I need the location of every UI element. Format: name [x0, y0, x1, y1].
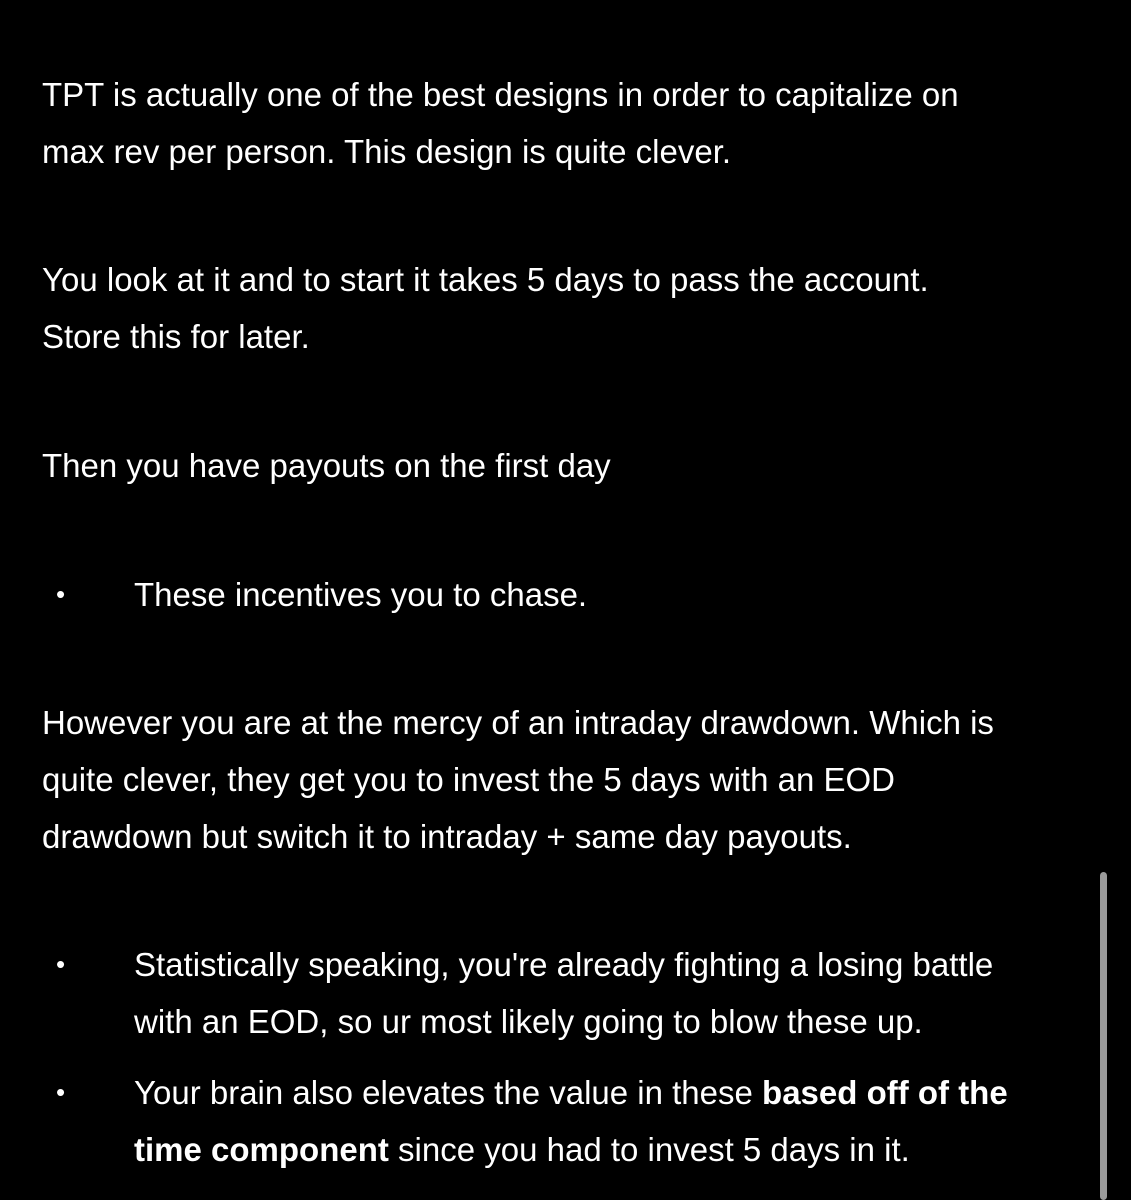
- bullet-icon: •: [56, 949, 66, 979]
- text-line: with an EOD, so ur most likely going to blow these up.: [134, 1003, 923, 1040]
- list-item-text: [134, 1064, 1094, 1178]
- paragraph-tpt-design: [42, 66, 1087, 180]
- text-line: Store this for later.: [42, 318, 310, 355]
- text-line: Statistically speaking, you're already fighting a losing battle: [134, 946, 994, 983]
- text-line: [134, 1064, 1094, 1121]
- text-line: These incentives you to chase.: [134, 576, 588, 613]
- text-line: [134, 1121, 1094, 1178]
- text-line: drawdown but switch it to intraday + same day payouts.: [42, 818, 852, 855]
- text-line: TPT is actually one of the best designs in order to capitalize on: [42, 76, 959, 113]
- text-line: quite clever, they get you to invest the 5 days with an EOD: [42, 761, 895, 798]
- paragraph-five-days: [42, 251, 1087, 365]
- scrollbar[interactable]: [1100, 872, 1108, 1200]
- list-item-text: [134, 936, 1094, 1050]
- bullet-icon: •: [56, 1077, 66, 1107]
- bold-text: based off of the: [762, 1074, 1008, 1111]
- paragraph-payouts: [42, 437, 1087, 494]
- list-item-text: [134, 566, 1094, 623]
- text-line: However you are at the mercy of an intraday drawdown. Which is: [42, 704, 994, 741]
- text-span: since you had to invest 5 days in it.: [388, 1131, 910, 1168]
- paragraph-intraday-drawdown: [42, 694, 1087, 865]
- scrollbar-thumb[interactable]: [1100, 872, 1107, 1200]
- text-line: You look at it and to start it takes 5 days to pass the account.: [42, 261, 929, 298]
- text-line: Then you have payouts on the first day: [42, 447, 611, 484]
- text-span: Your brain also elevates the value in these: [134, 1074, 763, 1111]
- bullet-icon: •: [56, 579, 66, 609]
- bold-text: time component: [134, 1131, 389, 1168]
- text-line: max rev per person. This design is quite clever.: [42, 133, 732, 170]
